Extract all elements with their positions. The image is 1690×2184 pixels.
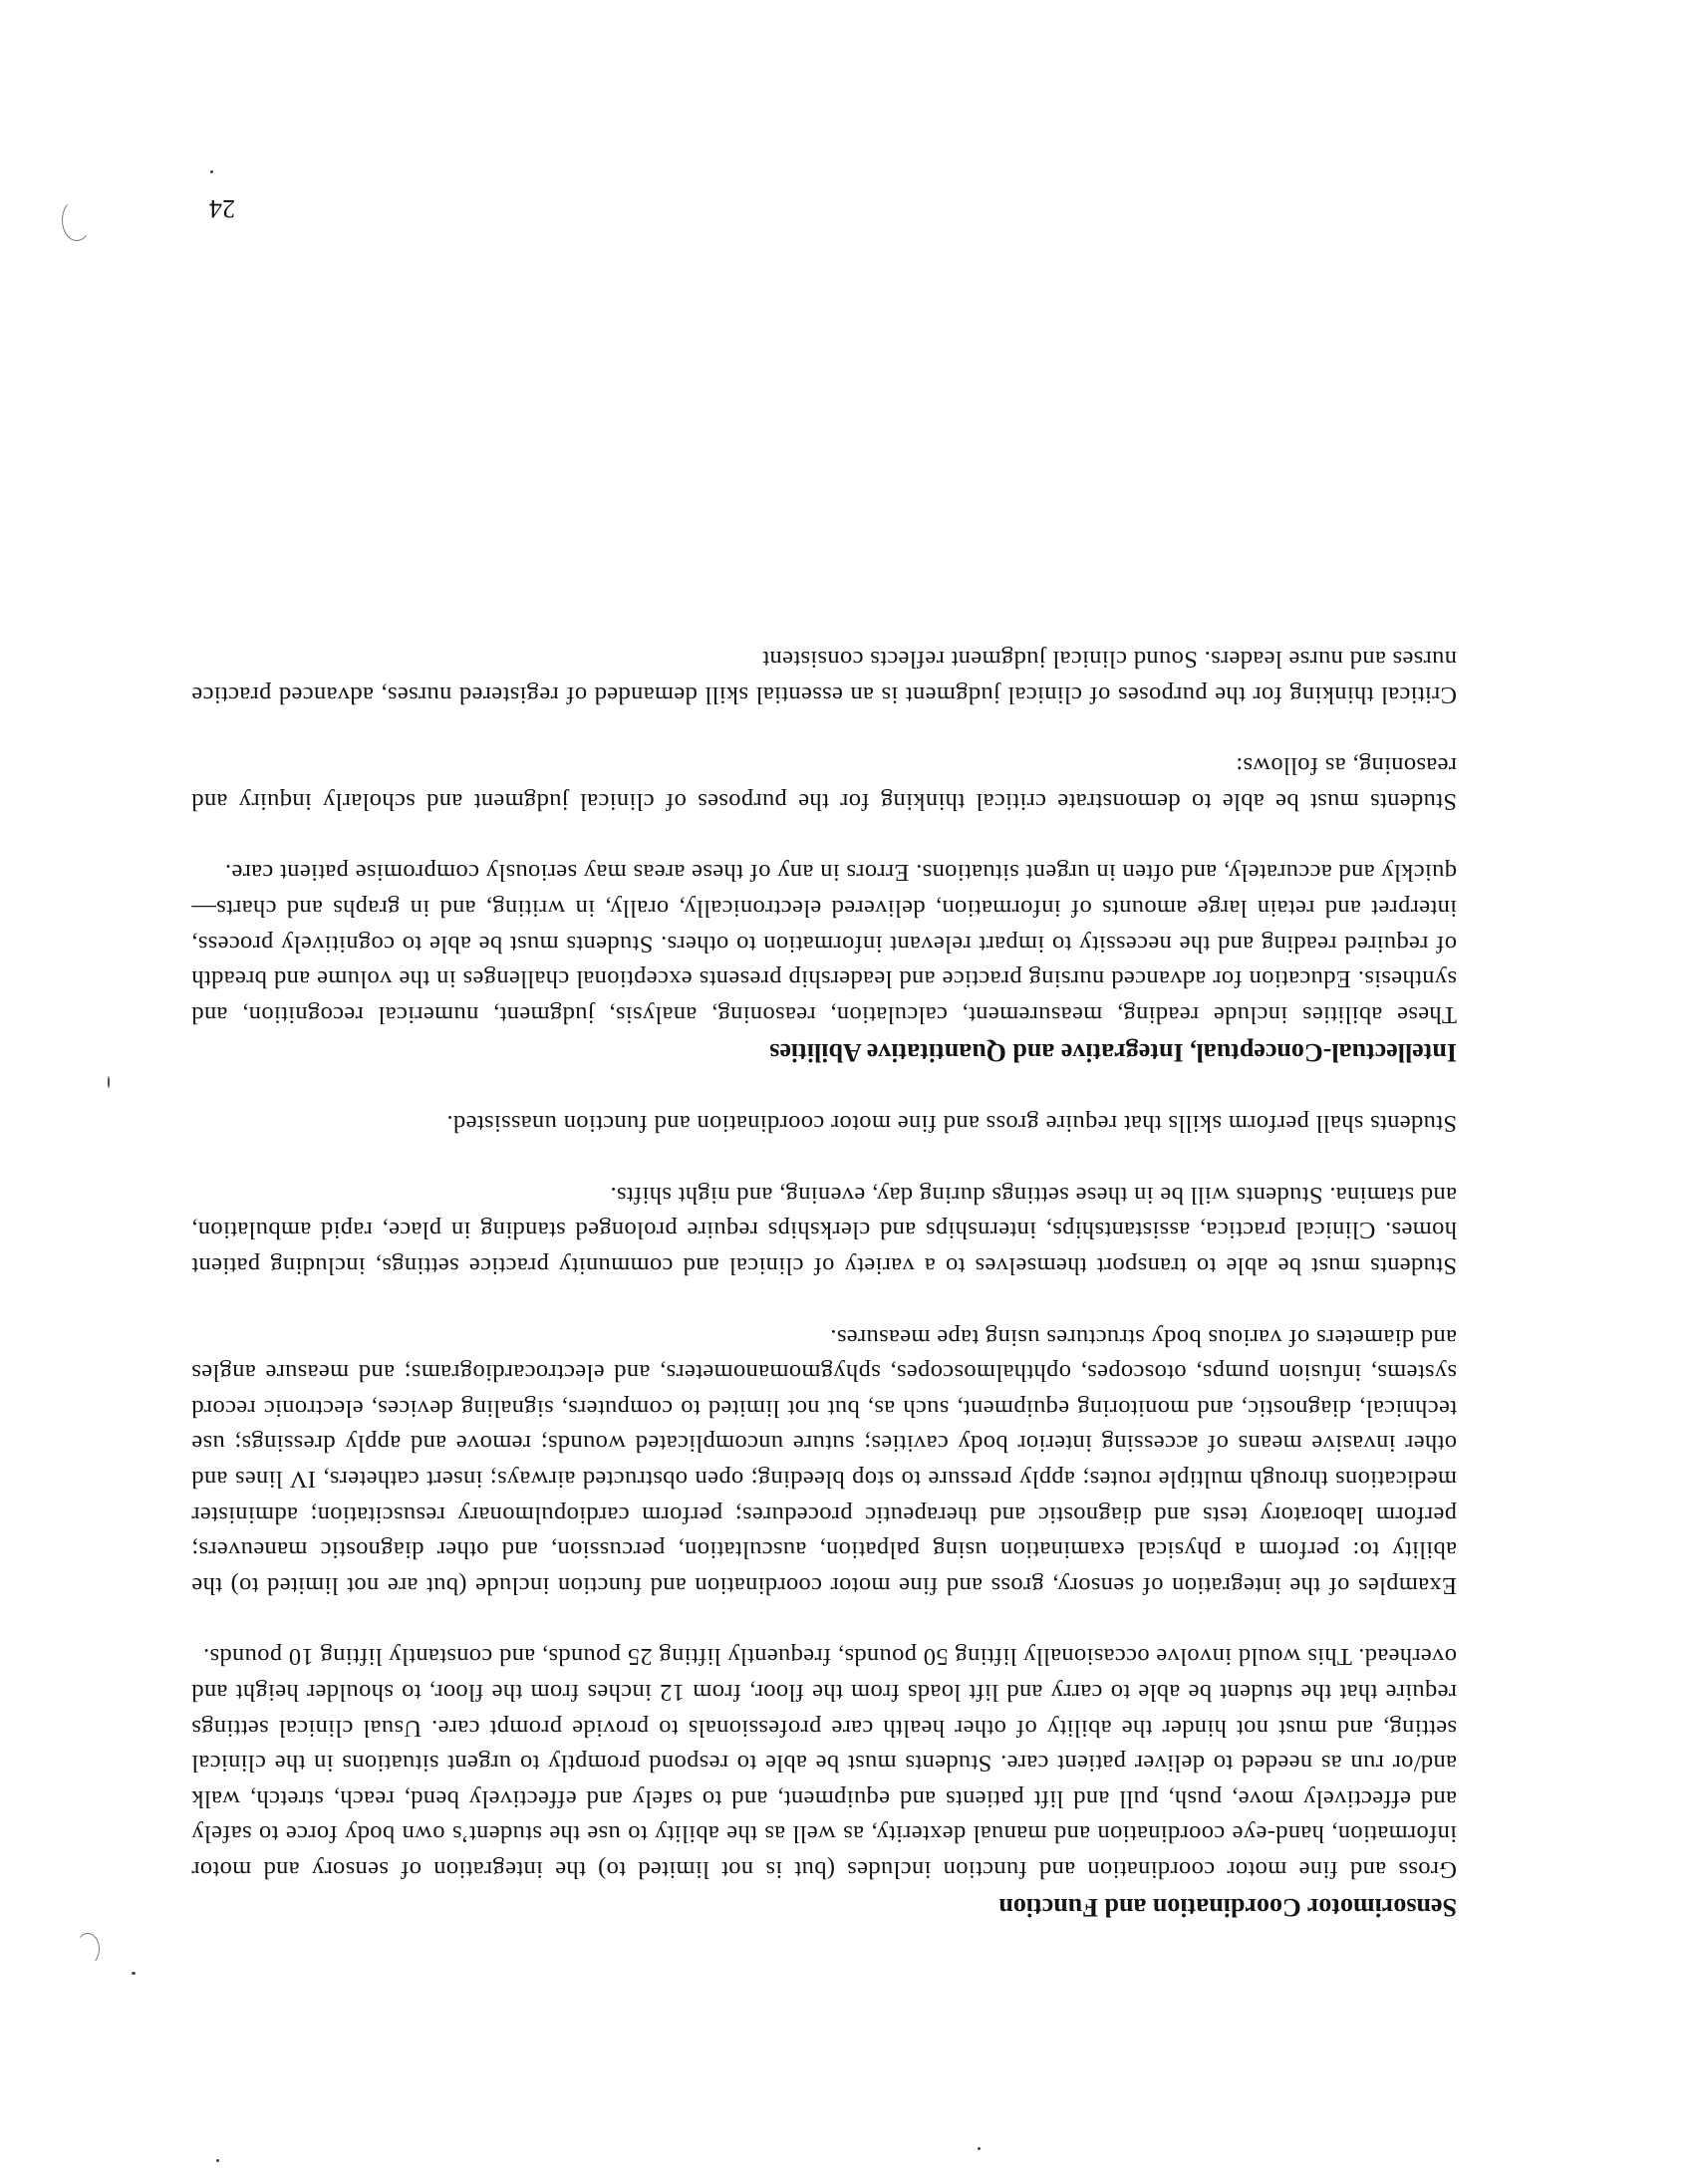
scan-hole-mark bbox=[76, 1933, 100, 1965]
section-heading-intellectual: Intellectual-Conceptual, Integrative and Quantitative Abilities bbox=[769, 1037, 1457, 1067]
scan-speck bbox=[216, 2159, 219, 2162]
section-heading-sensorimotor: Sensorimotor Coordination and Function bbox=[998, 1893, 1457, 1922]
paragraph-unassisted: Students shall perform skills that require gross and fine motor coordination and function unassisted. bbox=[446, 1110, 1457, 1138]
paragraph-transport: Students must be able to transport themselves to a variety of clinical and community practice settings, including patient homes. Clinical practica, assistantships, internships and clerkships require prolonged standing in place, rapid ambulation, and stamina. Students will be in these settings during day, evening, and night shifts. bbox=[191, 1181, 1457, 1280]
scan-speck bbox=[978, 2147, 981, 2150]
paragraph-critical-thinking-intro: Students must be able to demonstrate critical thinking for the purposes of clinical judgment and scholarly inquiry and reasoning, as follows: bbox=[191, 752, 1457, 815]
scan-speck bbox=[108, 1076, 110, 1088]
paragraph-clinical-judgment: Critical thinking for the purposes of clinical judgment is an essential skill demanded of registered nurses, advanced practice nurses and nurse leaders. Sound clinical judgment reflects consistent bbox=[191, 645, 1457, 708]
page-number: 24 bbox=[209, 194, 235, 223]
paragraph-gross-fine-motor: Gross and fine motor coordination and function includes (but is not limited to) the integration of sensory and motor information, hand-eye coordination and manual dexterity, as well as the ability to use the student’s own body force to safely and effectively move, push, pull and lift patients and equipment, and to safely and effectively bend, reach, stretch, walk and/or run as needed to deliver patient care. Students must be able to respond promptly to urgent situations in the clinical setting, and must not hinder the ability of other health care professionals to provide prompt care. Usual clinical settings require that the student be able to carry and lift loads from the floor, from 12 inches from the floor, to shoulder height and overhead. This would involve occasionally lifting 50 pounds, frequently lifting 25 pounds, and constantly lifting 10 pounds. bbox=[191, 1643, 1457, 1883]
paragraph-integration-examples: Examples of the integration of sensory, gross and fine motor coordination and function include (but are not limited to) the ability to: perform a physical examination using palpation, auscultation, percussion, and other diagnostic maneuvers; perform laboratory tests and diagnostic and therapeutic procedures; perform cardiopulmonary resuscitation; administer medications through multiple routes; apply pressure to stop bleeding; open obstructed airways; insert catheters, IV lines and other invasive means of accessing interior body cavities; suture uncomplicated wounds; remove and apply dressings; use technical, diagnostic, and monitoring equipment, such as, but not limited to computers, signaling devices, electronic record systems, infusion pumps, otoscopes, ophthalmoscopes, sphygmomanometers, and electrocardiograms; and measure angles and diameters of various body structures using tape measures. bbox=[191, 1323, 1457, 1599]
scan-speck bbox=[132, 1972, 136, 1975]
paragraph-abilities: These abilities include reading, measurement, calculation, reasoning, analysis, judgment, numerical recognition, and synthesis. Education for advanced nursing practice and leadership presents exceptional challenges in the volume and breadth of required reading and the necessity to impart relevant information to others. Students must be able to cognitively process, interpret and retain large amounts of information, delivered electronically, orally, in writing, and in graphs and charts—quickly and accurately, and often in urgent situations. Errors in any of these areas may seriously compromise patient care. bbox=[191, 859, 1457, 1028]
scan-hole-mark bbox=[62, 199, 92, 241]
page-content bbox=[191, 641, 1457, 1925]
scan-speck bbox=[210, 170, 213, 173]
